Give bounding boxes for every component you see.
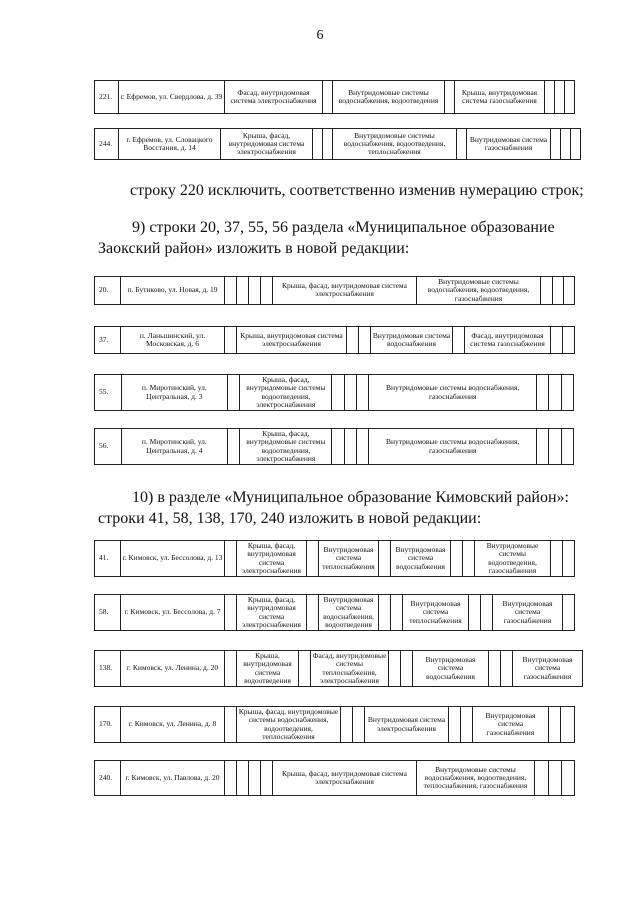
work-cell: Крыша, фасад, внутридомовые системы водоснабжения, водоотведения, теплоснабжения — [237, 707, 341, 743]
table-row — [94, 428, 574, 465]
table-row — [94, 276, 575, 305]
work-cell: Внутридомовая система электроснабжения — [365, 707, 449, 743]
table-row — [94, 540, 575, 577]
address-cell: п. Ланьшинский, ул. Московская, д. 6 — [121, 327, 225, 354]
work-cell: Внутридомовые системы водоснабжения, водоотведения, теплоснабжения, газоснабжения — [417, 761, 535, 796]
work-cell: Внутридомовые системы водоснабжения, газоснабжения — [369, 429, 537, 465]
address-cell: п. Миротинский, ул. Центральная, д. 3 — [121, 375, 227, 411]
table-row — [94, 706, 575, 743]
work-cell: Крыша, фасад, внутридомовая система электроснабжения — [221, 129, 313, 160]
paragraph-item-10: 10) в разделе «Муниципальное образование Кимовский район»: строки 41, 58, 138, 170, 240 изложить в новой редакции: — [98, 489, 569, 527]
work-cell: Крыша, фасад, внутридомовые системы водоотведения, электроснабжения — [240, 429, 332, 465]
table-row — [94, 760, 575, 796]
row-number: 56. — [95, 429, 122, 465]
row-number: 20. — [95, 277, 121, 305]
table-row — [94, 594, 575, 631]
work-cell: Внутридомовая система газоснабжения — [513, 651, 583, 687]
table-row — [94, 650, 583, 687]
work-cell: Фасад, внутридомовые системы теплоснабжения, электроснабжения — [311, 651, 389, 687]
work-cell: Внутридомовая система газоснабжения — [493, 595, 563, 631]
work-cell: Крыша, фасад, внутридомовые системы водоотведения, электроснабжения — [240, 375, 332, 411]
address-cell: г. Кимовск, ул. Бессолова, д. 13 — [121, 541, 225, 577]
row-number: 41. — [95, 541, 121, 577]
work-cell: Внутридомовые системы водоотведения, газоснабжения — [475, 541, 551, 577]
address-cell: п. Миротинский, ул. Центральная, д. 4 — [121, 429, 227, 465]
work-cell: Крыша, фасад, внутридомовая система электроснабжения — [273, 761, 417, 796]
work-cell: Внутридомовые системы водоснабжения, водоотведения, теплоснабжения — [333, 129, 457, 160]
row-number: 138. — [95, 651, 121, 687]
work-cell: Фасад, внутридомовая система газоснабжения — [465, 327, 551, 354]
work-cell: Крыша, фасад, внутридомовая система электроснабжения — [237, 541, 307, 577]
table-row — [94, 128, 581, 160]
work-cell: Крыша, внутридомовая система газоснабжения — [455, 81, 545, 114]
work-cell: Внутридомовая система водоснабжения — [371, 327, 453, 354]
work-cell: Крыша, внутридомовая система водоотведения — [237, 651, 299, 687]
paragraph-remove-220: строку 220 исключить, соответственно изменив нумерацию строк; — [130, 182, 584, 199]
page-number: 6 — [316, 28, 324, 43]
address-cell: г. Ефремов, ул. Свердлова, д. 39 — [119, 81, 225, 114]
work-cell: Внутридомовая система водоснабжения — [413, 651, 489, 687]
row-number: 221. — [95, 81, 119, 114]
work-cell: Внутридомовая система водоснабжения — [391, 541, 451, 577]
row-number: 244. — [95, 129, 119, 160]
work-cell: Внутридомовые системы водоснабжения, водоотведения, газоснабжения — [417, 277, 541, 305]
address-cell: г. Кимовск, ул. Бессолова, д. 7 — [121, 595, 225, 631]
row-number: 58. — [95, 595, 121, 631]
address-cell: г. Кимовск, ул. Ленина, д. 20 — [121, 651, 225, 687]
table-row — [94, 374, 574, 411]
address-cell: п. Бутиково, ул. Новая, д. 19 — [121, 277, 225, 305]
paragraph-item-9: 9) строки 20, 37, 55, 56 раздела «Муниципальное образование Заокский район» изложить в новой редакции: — [98, 219, 555, 257]
address-cell: г. Кимовск, ул. Павлова, д. 20 — [121, 761, 225, 796]
work-cell: Крыша, фасад, внутридомовая система электроснабжения — [273, 277, 417, 305]
row-number: 240. — [95, 761, 121, 796]
work-cell: Внутридомовая система теплоснабжения — [403, 595, 469, 631]
work-cell: Внутридомовая система газоснабжения — [467, 129, 551, 160]
table-row — [94, 326, 575, 354]
work-cell: Внутридомовые системы водоснабжения, водоотведения — [333, 81, 445, 114]
row-number: 37. — [95, 327, 121, 354]
work-cell: Внутридомовая система водоснабжения, водоотведения — [319, 595, 379, 631]
work-cell: Внутридомовые системы водоснабжения, газоснабжения — [369, 375, 537, 411]
work-cell: Крыша, внутридомовая система электроснабжения — [237, 327, 347, 354]
address-cell: г. Ефремов, ул. Словацкого Восстания, д. 14 — [119, 129, 221, 160]
work-cell: Крыша, фасад, внутридомовая система электроснабжения — [237, 595, 307, 631]
address-cell: г. Кимовск, ул. Ленина, д. 8 — [121, 707, 225, 743]
row-number: 55. — [95, 375, 122, 411]
table-row — [94, 80, 575, 114]
work-cell: Внутридомовая система газоснабжения — [473, 707, 549, 743]
work-cell: Фасад, внутридомовая система электроснабжения — [225, 81, 323, 114]
work-cell: Внутридомовая система теплоснабжения — [319, 541, 379, 577]
row-number: 170. — [95, 707, 121, 743]
